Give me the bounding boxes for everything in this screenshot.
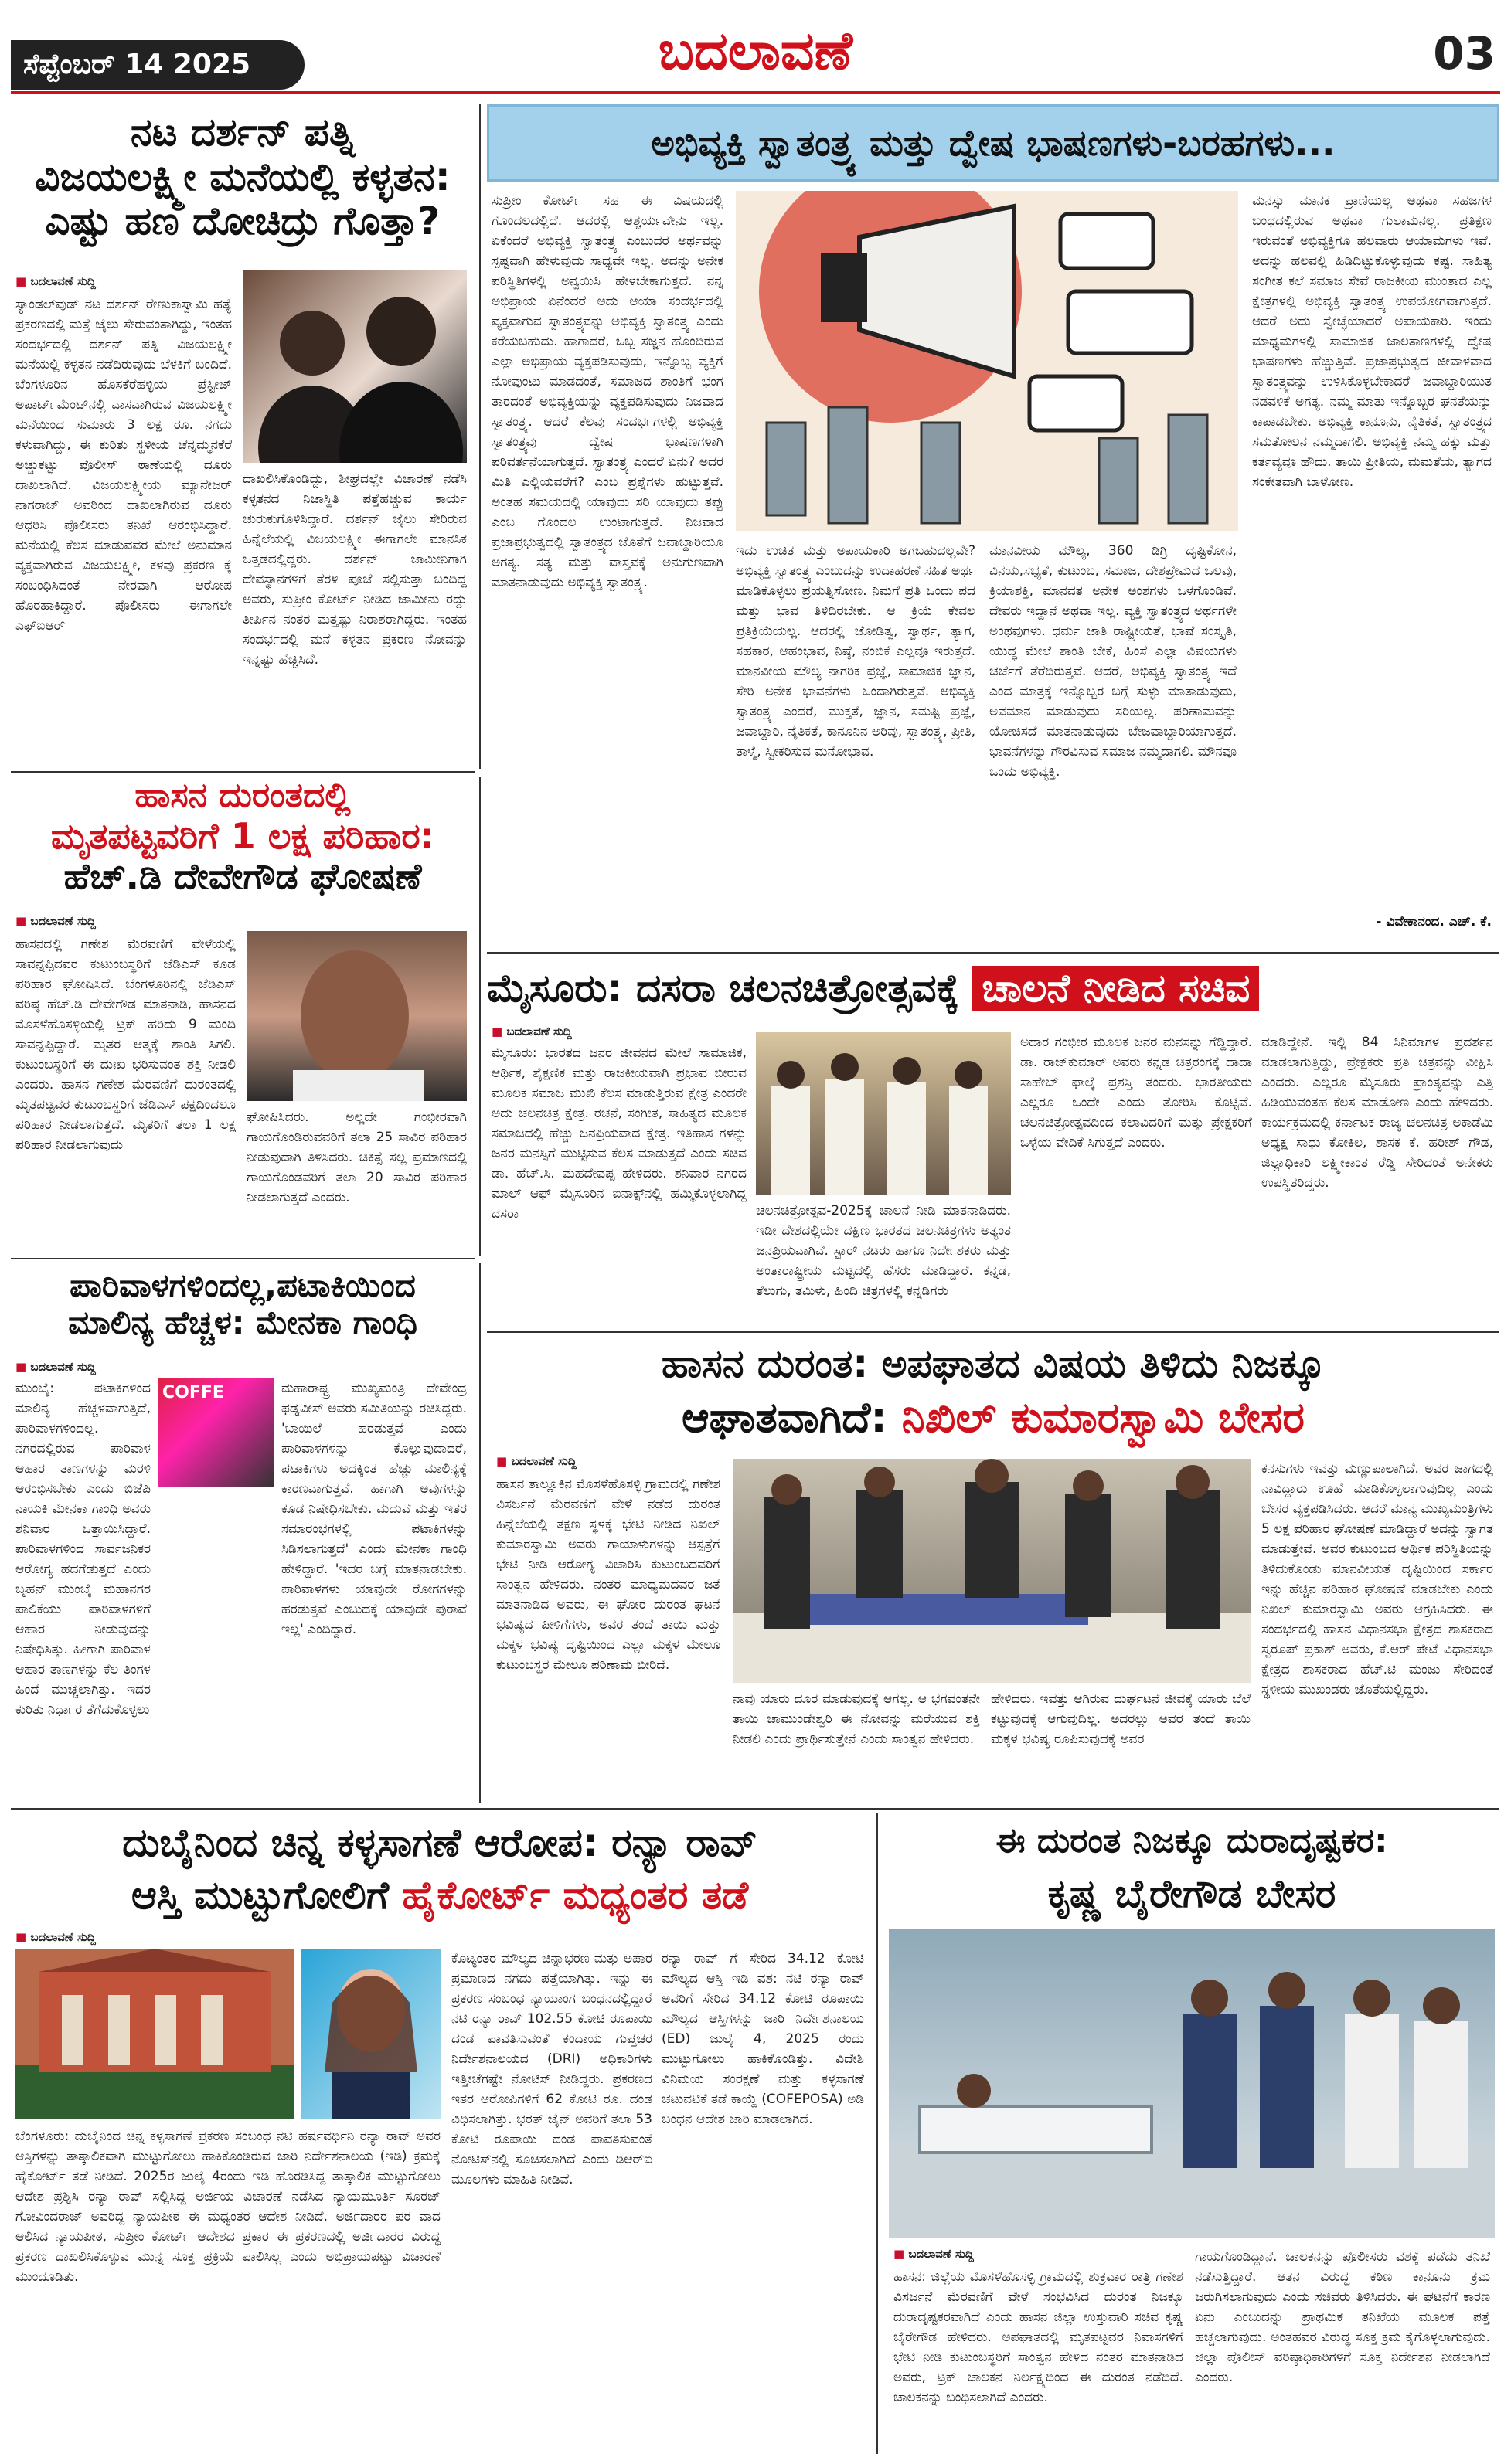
- masthead-rule: [11, 91, 1500, 94]
- body-col-1: ಮೈಸೂರು: ಭಾರತದ ಜನರ ಜೀವನದ ಮೇಲೆ ಸಾಮಾಜಿಕ, ಆರ್ಥಿಕ, ಶೈಕ್ಷಣಿಕ ಮತ್ತು ರಾಜಕೀಯವಾಗಿ ಪ್ರಭಾವ ಬೀರುವ ಮೂಲಕ ಸಮಾಜ ಮುಖಿ ಕೆಲಸ ಮಾಡುತ್ತಿರುವ ಕ್ಷೇತ್ರ ಎಂದರೇ ಅದು ಚಲನಚಿತ್ರ ಕ್ಷೇತ್ರ. ರಚನೆ, ಸಂಗೀತ, ಸಾಹಿತ್ಯದ ಮೂಲಕ ಸಮಾಜದಲ್ಲಿ ಹೆಚ್ಚು ಜನಪ್ರಿಯವಾದ ಕ್ಷೇತ್ರ. ಇತಿಹಾಸ ಗಳನ್ನು ಜನರ ಮನಸ್ಸಿಗೆ ಮುಟ್ಟಿಸುವ ಕೆಲಸ ಮಾಡುತ್ತದೆ ಎಂದು ಸಚಿವ ಡಾ. ಹೆಚ್.ಸಿ. ಮಹದೇವಪ್ಪ ಹೇಳಿದರು. ಶನಿವಾರ ನಗರದ ಮಾಲ್ ಆಫ್ ಮೈಸೂರಿನ ಐನಾಕ್ಸ್‌ನಲ್ಲಿ ಹಮ್ಮಿಕೊಳ್ಳಲಾಗಿದ್ದ ದಸರಾ: [492, 1045, 747, 1222]
- darshan-couple-photo: [243, 270, 467, 463]
- body-col-2: ಘೋಷಿಸಿದರು. ಅಲ್ಲದೇ ಗಂಭೀರವಾಗಿ ಗಾಯಗೊಂಡಿರುವವರಿಗೆ ತಲಾ 25 ಸಾವಿರ ಪರಿಹಾರ ನೀಡುವುದಾಗಿ ತಿಳಿಸಿದರು. ಚಿಕಿತ್ಸೆ ಸಲ್ಲ ಪ್ರಮಾಣದಲ್ಲಿ ಗಾಯಗೊಂಡವರಿಗೆ ತಲಾ 20 ಸಾವಿರ ಪರಿಹಾರ ನೀಡಲಾಗುತ್ತದೆ ಎಂದರು.: [247, 1110, 467, 1205]
- body-col-4: ಮನಸ್ಸು ಮಾನಕ ಪ್ರಾಣಿಯಲ್ಲ ಅಥವಾ ಸಹಜಗಳ ಬಂಧದಲ್ಲಿರುವ ಅಥವಾ ಗುಲಾಮನಲ್ಲ. ಪ್ರತಿಕ್ಷಣ ಇರುವಂತೆ ಅಭಿವ್ಯಕ್ತಿಗೂ ಹಲವಾರು ಆಯಾಮಗಳು ಇವೆ. ಅದನ್ನು ಹಲವಲ್ಲಿ ಹಿಡಿದಿಟ್ಟುಕೊಳ್ಳುವುದು ಕಷ್ಟ. ಸಾಹಿತ್ಯ ಸಂಗೀತ ಕಲೆ ಸಮಾಜ ಸೇವೆ ರಾಜಕೀಯ ಮುಂತಾದ ಎಲ್ಲ ಕ್ಷೇತ್ರಗಳಲ್ಲಿ ಅಭಿವ್ಯಕ್ತಿ ಸ್ವಾತಂತ್ರ್ಯ ಉಪಯೋಗವಾಗುತ್ತದೆ. ಆದರೆ ಅದು ಸ್ವೇಚ್ಛೆಯಾದರೆ ಅಪಾಯಕಾರಿ. ಇಂದು ಮಾಧ್ಯಮಗಳಲ್ಲಿ ಸಾಮಾಜಿಕ ಜಾಲತಾಣಗಳಲ್ಲಿ ದ್ವೇಷ ಭಾಷಣಗಳು ಹೆಚ್ಚುತ್ತಿವೆ. ಪ್ರಜಾಪ್ರಭುತ್ವದ ಜೀವಾಳವಾದ ಸ್ವಾತಂತ್ರ್ಯವನ್ನು ಉಳಿಸಿಕೊಳ್ಳಬೇಕಾದರೆ ಜವಾಬ್ದಾರಿಯುತ ನಡವಳಿಕೆ ಅಗತ್ಯ. ನಮ್ಮ ಮಾತು ಇನ್ನೊಬ್ಬರ ಘನತೆಯನ್ನು ಕಾಪಾಡಬೇಕು. ಅಭಿವ್ಯಕ್ತಿ ಕಾನೂನು, ನೈತಿಕತೆ, ಸ್ವಾತಂತ್ರ್ಯದ ಸಮತೋಲನ ನಮ್ಮದಾಗಲಿ. ಅಭಿವ್ಯಕ್ತಿ ನಮ್ಮ ಹಕ್ಕು ಮತ್ತು ಕರ್ತವ್ಯವೂ ಹೌದು. ತಾಯಿ ಪ್ರೀತಿಯ, ಮಮತೆಯ, ತ್ಯಾಗದ ಸಂಕೇತವಾಗಿ ಬಾಳೋಣ.: [1252, 193, 1492, 490]
- author-credit: - ವಿವೇಕಾನಂದ. ಎಚ್. ಕೆ.: [1376, 914, 1492, 930]
- body-col-1: ಮುಂಬೈ: ಪಟಾಕಿಗಳಿಂದ ಮಾಲಿನ್ಯ ಹೆಚ್ಚಳವಾಗುತ್ತಿದೆ, ಪಾರಿವಾಳಗಳಿಂದಲ್ಲ. ನಗರದಲ್ಲಿರುವ ಪಾರಿವಾಳ ಆಹಾರ ತಾಣಗಳನ್ನು ಮರಳಿ ಆರಂಭಿಸಬೇಕು ಎಂದು ಬಿಜೆಪಿ ನಾಯಕಿ ಮೇನಕಾ ಗಾಂಧಿ ಅವರು ಶನಿವಾರ ಒತ್ತಾಯಿಸಿದ್ದಾರೆ. ಪಾರಿವಾಳಗಳಿಂದ ಸಾರ್ವಜನಿಕರ ಆರೋಗ್ಯ ಹದಗೆಡುತ್ತದೆ ಎಂದು ಬೃಹನ್ ಮುಂಬೈ ಮಹಾನಗರ ಪಾಲಿಕೆಯು ಪಾರಿವಾಳಗಳಿಗೆ ಆಹಾರ ನೀಡುವುದನ್ನು ನಿಷೇಧಿಸಿತ್ತು. ಹೀಗಾಗಿ ಪಾರಿವಾಳ ಆಹಾರ ತಾಣಗಳನ್ನು ಕೆಲ ತಿಂಗಳ ಹಿಂದೆ ಮುಚ್ಚಲಾಗಿತ್ತು. ಇದರ ಕುರಿತು ನಿರ್ಧಾರ ತೆಗೆದುಕೊಳ್ಳಲು: [15, 1381, 151, 1718]
- section-divider: [487, 1331, 1499, 1333]
- column-divider: [479, 777, 481, 1256]
- headline: ಮೈಸೂರು: ದಸರಾ ಚಲನಚಿತ್ರೋತ್ಸವಕ್ಕೆ ಚಾಲನೆ ನೀಡಿದ ಸಚಿವ: [487, 961, 1499, 1015]
- banner-title: ಅಭಿವ್ಯಕ್ತಿ ಸ್ವಾತಂತ್ರ್ಯ ಮತ್ತು ದ್ವೇಷ ಭಾಷಣಗಳು-ಬರಹಗಳು...: [651, 122, 1336, 164]
- column-divider: [876, 1813, 878, 2454]
- byline: ■ ಬದಲಾವಣೆ ಸುದ್ದಿ: [893, 2247, 974, 2261]
- body-col-4: ಮಾಡಿದ್ದೇನೆ. ಇಲ್ಲಿ 84 ಸಿನಿಮಾಗಳ ಪ್ರದರ್ಶನ ಮಾಡಲಾಗುತ್ತಿದ್ದು, ಪ್ರೇಕ್ಷಕರು ಪ್ರತಿ ಚಿತ್ರವನ್ನು ವೀಕ್ಷಿಸಿ ಎಂದರು. ಎಲ್ಲರೂ ಮೈಸೂರು ಪ್ರಾಂತ್ಯವನ್ನು ಎತ್ತಿ ಹಿಡಿಯುವಂತಹ ಕೆಲಸ ಮಾಡೋಣ ಎಂದು ಹೇಳಿದರು. ಕಾರ್ಯಕ್ರಮದಲ್ಲಿ ಕರ್ನಾಟಕ ರಾಜ್ಯ ಚಲನಚಿತ್ರ ಅಕಾಡೆಮಿ ಅಧ್ಯಕ್ಷ ಸಾಧು ಕೋಕಿಲ, ಶಾಸಕ ಕೆ. ಹರೀಶ್ ಗೌಡ, ಜಿಲ್ಲಾಧಿಕಾರಿ ಲಕ್ಷ್ಮೀಕಾಂತ ರೆಡ್ಡಿ ಸೇರಿದಂತೆ ಅನೇಕರು ಉಪಸ್ಥಿತರಿದ್ದರು.: [1261, 1035, 1493, 1191]
- hospital-scene-icon: [733, 1459, 1251, 1683]
- headline-line-1: ಹಾಸನ ದುರಂತ: ಅಪಘಾತದ ವಿಷಯ ತಿಳಿದು ನಿಜಕ್ಕೂ: [661, 1341, 1326, 1386]
- section-divider: [11, 771, 475, 773]
- headline-line-2: ಮೃತಪಟ್ಟವರಿಗೆ 1 ಲಕ್ಷ ಪರಿಹಾರ:: [50, 814, 435, 857]
- body-col-2: ನಾವು ಯಾರು ದೂರ ಮಾಡುವುದಕ್ಕೆ ಆಗಲ್ಲ. ಆ ಭಗವಂತನೇ ತಾಯಿ ಚಾಮುಂಡೇಶ್ವರಿ ಈ ನೋವನ್ನು ಮರೆಯುವ ಶಕ್ತಿ ನೀಡಲಿ ಎಂದು ಪ್ರಾರ್ಥಿಸುತ್ತೇನೆ ಎಂದು ಸಾಂತ್ವನ ಹೇಳಿದರು.: [733, 1691, 980, 1747]
- body-col-1: ಬೆಂಗಳೂರು: ದುಬೈನಿಂದ ಚಿನ್ನ ಕಳ್ಳಸಾಗಣೆ ಪ್ರಕರಣ ಸಂಬಂಧ ನಟಿ ಹರ್ಷವರ್ಧಿನಿ ರನ್ಯಾ ರಾವ್ ಅವರ ಆಸ್ತಿಗಳನ್ನು ತಾತ್ಕಾಲಿಕವಾಗಿ ಮುಟ್ಟುಗೋಲು ಹಾಕಿಕೊಂಡಿರುವ ಜಾರಿ ನಿರ್ದೇಶನಾಲಯ (ಇಡಿ) ಕ್ರಮಕ್ಕೆ ಹೈಕೋರ್ಟ್ ತಡೆ ನೀಡಿದೆ. 2025ರ ಜುಲೈ 4ರಂದು ಇಡಿ ಹೊರಡಿಸಿದ್ದ ತಾತ್ಕಾಲಿಕ ಮುಟ್ಟುಗೋಲು ಆದೇಶ ಪ್ರಶ್ನಿಸಿ ರನ್ಯಾ ರಾವ್ ಸಲ್ಲಿಸಿದ್ದ ಅರ್ಜಿಯ ವಿಚಾರಣೆ ನಡೆಸಿದ ನ್ಯಾಯಮೂರ್ತಿ ಸೂರಜ್ ಗೋವಿಂದರಾಜ್ ಅವರಿದ್ದ ನ್ಯಾಯಪೀಠ ಈ ಮಧ್ಯಂತರ ಆದೇಶ ನೀಡಿದೆ. ಅರ್ಜಿದಾರರ ಪರ ವಾದ ಆಲಿಸಿದ ನ್ಯಾಯಪೀಠ, ಸುಪ್ರೀಂ ಕೋರ್ಟ್ ಆದೇಶದ ಪ್ರಕಾರ ಈ ಪ್ರಕರಣದಲ್ಲಿ ಅರ್ಜಿದಾರರ ವಿರುದ್ಧ ಪ್ರಕರಣ ದಾಖಲಿಸಿಕೊಳ್ಳುವ ಮುನ್ನ ಸೂಕ್ತ ಪ್ರಕ್ರಿಯೆ ಪಾಲಿಸಿಲ್ಲ ಎಂದು ಅಭಿಪ್ರಾಯಪಟ್ಟು ವಿಚಾರಣೆ ಮುಂದೂಡಿತು.: [15, 2129, 441, 2285]
- byline: ■ ಬದಲಾವಣೆ ಸುದ್ದಿ: [15, 914, 96, 928]
- body-col-2: ಗಾಯಗೊಂಡಿದ್ದಾನೆ. ಚಾಲಕನನ್ನು ಪೊಲೀಸರು ವಶಕ್ಕೆ ಪಡೆದು ತನಿಖೆ ನಡೆಸುತ್ತಿದ್ದಾರೆ. ಆತನ ವಿರುದ್ಧ ಕಠಿಣ ಕಾನೂನು ಕ್ರಮ ಜರುಗಿಸಲಾಗುವುದು ಎಂದು ಸಚಿವರು ತಿಳಿಸಿದರು. ಈ ಘಟನೆಗೆ ಕಾರಣ ಏನು ಎಂಬುದನ್ನು ಪ್ರಾಥಮಿಕ ತನಿಖೆಯ ಮೂಲಕ ಪತ್ತೆ ಹಚ್ಚಲಾಗುವುದು. ಅಂತಹವರ ವಿರುದ್ಧ ಸೂಕ್ತ ಕ್ರಮ ಕೈಗೊಳ್ಳಲಾಗುವುದು. ಜಿಲ್ಲಾ ಪೊಲೀಸ್ ವರಿಷ್ಠಾಧಿಕಾರಿಗಳಿಗೆ ಸೂಕ್ತ ನಿರ್ದೇಶನ ನೀಡಲಾಗಿದೆ ಎಂದರು.: [1195, 2249, 1490, 2385]
- photo-backdrop-text: COFFE: [162, 1383, 224, 1402]
- hospital-visit-photo: [733, 1459, 1251, 1683]
- byline: ■ ಬದಲಾವಣೆ ಸುದ್ದಿ: [496, 1454, 577, 1468]
- hospital-ward-icon: [889, 1929, 1495, 2238]
- body-col-1: ಹಾಸನ ತಾಲ್ಲೂಕಿನ ಮೊಸಳೆಹೊಸಳ್ಳಿ ಗ್ರಾಮದಲ್ಲಿ ಗಣೇಶ ವಿಸರ್ಜನೆ ಮೆರವಣಿಗೆ ವೇಳೆ ನಡೆದ ದುರಂತ ಹಿನ್ನೆಲೆಯಲ್ಲಿ ತಕ್ಷಣ ಸ್ಥಳಕ್ಕೆ ಭೇಟಿ ನೀಡಿದ ನಿಖಿಲ್ ಕುಮಾರಸ್ವಾಮಿ ಅವರು ಗಾಯಾಳುಗಳನ್ನು ಆಸ್ಪತ್ರೆಗೆ ಭೇಟಿ ನೀಡಿ ಆರೋಗ್ಯ ವಿಚಾರಿಸಿ ಕುಟುಂಬದವರಿಗೆ ಸಾಂತ್ವನ ಹೇಳಿದರು. ನಂತರ ಮಾಧ್ಯಮದವರ ಜತೆ ಮಾತನಾಡಿದ ಅವರು, ಈ ಘೋರ ದುರಂತ ಘಟನೆ ಭವಿಷ್ಯದ ಪೀಳಿಗೆಗಳು, ಅವರ ತಂದೆ ತಾಯಿ ಮತ್ತು ಮಕ್ಕಳ ಭವಿಷ್ಯ ದೃಷ್ಟಿಯಿಂದ ಎಲ್ಲಾ ಮಕ್ಕಳ ಮೇಲೂ ಕುಟುಂಬಸ್ಥರ ಮೇಲೂ ಪರಿಣಾಮ ಬೀರಿದೆ.: [496, 1477, 720, 1673]
- body-col-3: ಹೇಳಿದರು. ಇವತ್ತು ಆಗಿರುವ ದುರ್ಘಟನೆ ಜೀವಕ್ಕೆ ಯಾರು ಬೆಲೆ ಕಟ್ಟುವುದಕ್ಕೆ ಆಗುವುದಿಲ್ಲ. ಅದರಲ್ಲು ಅವರ ತಂದೆ ತಾಯಿ ಮಕ್ಕಳ ಭವಿಷ್ಯ ರೂಪಿಸುವುದಕ್ಕೆ ಅವರ: [991, 1691, 1251, 1747]
- headline-line-3: ಹೆಚ್.ಡಿ ದೇವೇಗೌಡ ಘೋಷಣೆ: [63, 855, 422, 898]
- article-krishna: [884, 1813, 1499, 2454]
- portrait-icon: [301, 1949, 441, 2119]
- headline-line-1: ಹಾಸನ ದುರಂತದಲ್ಲಿ: [134, 776, 351, 815]
- body-col-4: ಕನಸುಗಳು ಇವತ್ತು ಮಣ್ಣುಪಾಲಾಗಿದೆ. ಅವರ ಜಾಗದಲ್ಲಿ ನಾವಿದ್ದಾರು ಊಹೆ ಮಾಡಿಕೊಳ್ಳಲಾಗುವುದಿಲ್ಲ ಎಂದು ಬೇಸರ ವ್ಯಕ್ತಪಡಿಸಿದರು. ಆದರೆ ಮಾನ್ಯ ಮುಖ್ಯಮಂತ್ರಿಗಳು 5 ಲಕ್ಷ ಪರಿಹಾರ ಘೋಷಣೆ ಮಾಡಿದ್ದಾರೆ ಅದನ್ನು ಸ್ವಾಗತ ಮಾಡುತ್ತೇವೆ. ಅವರ ಕುಟುಂಬದ ಆರ್ಥಿಕ ಪರಿಸ್ಥಿತಿಯನ್ನು ತಿಳಿದುಕೊಂಡು ಮಾನವೀಯತೆ ದೃಷ್ಟಿಯಿಂದ ಸರ್ಕಾರ ಇನ್ನು ಹೆಚ್ಚಿನ ಪರಿಹಾರ ಘೋಷಣೆ ಮಾಡಬೇಕು ಎಂದು ನಿಖಿಲ್ ಕುಮಾರಸ್ವಾಮಿ ಅವರು ಆಗ್ರಹಿಸಿದರು. ಈ ಸಂದರ್ಭದಲ್ಲಿ ಹಾಸನ ವಿಧಾನಸಭಾ ಕ್ಷೇತ್ರದ ಶಾಸಕರಾದ ಸ್ವರೂಪ್ ಪ್ರಕಾಶ್ ಅವರು, ಕೆ.ಆರ್ ಪೇಟೆ ವಿಧಾನಸಭಾ ಕ್ಷೇತ್ರದ ಶಾಸಕರಾದ ಹೆಚ್.ಟಿ ಮಂಜು ಸೇರಿದಂತೆ ಸ್ಥಳೀಯ ಮುಖಂಡರು ಜೊತೆಯಲ್ಲಿದ್ದರು.: [1261, 1461, 1493, 1698]
- byline: ■ ಬದಲಾವಣೆ ಸುದ್ದಿ: [15, 274, 96, 288]
- body-col-1: ಹಾಸನ: ಜಿಲ್ಲೆಯ ಮೊಸಳೆಹೊಸಳ್ಳಿ ಗ್ರಾಮದಲ್ಲಿ ಶುಕ್ರವಾರ ರಾತ್ರಿ ಗಣೇಶ ವಿಸರ್ಜನೆ ಮೆರವಣಿಗೆ ವೇಳೆ ಸಂಭವಿಸಿದ ದುರಂತ ನಿಜಕ್ಕೂ ದುರಾದೃಷ್ಟಕರವಾಗಿದೆ ಎಂದು ಹಾಸನ ಜಿಲ್ಲಾ ಉಸ್ತುವಾರಿ ಸಚಿವ ಕೃಷ್ಣ ಬೈರೇಗೌಡ ಹೇಳಿದರು. ಅಪಘಾತದಲ್ಲಿ ಮೃತಪಟ್ಟವರ ನಿವಾಸಗಳಿಗೆ ಭೇಟಿ ನೀಡಿ ಕುಟುಂಬಸ್ಥರಿಗೆ ಸಾಂತ್ವನ ಹೇಳಿದ ನಂತರ ಮಾತನಾಡಿದ ಅವರು, ಟ್ರಕ್ ಚಾಲಕನ ನಿರ್ಲಕ್ಷ್ಯದಿಂದ ಈ ದುರಂತ ನಡೆದಿದೆ. ಚಾಲಕನನ್ನು ಬಂಧಿಸಲಾಗಿದೆ ಎಂದರು.: [893, 2269, 1183, 2405]
- high-court-photo: [15, 1949, 294, 2119]
- byline: ■ ಬದಲಾವಣೆ ಸುದ್ದಿ: [15, 1930, 96, 1944]
- feature-banner: [487, 104, 1499, 182]
- newspaper-logo: ಬದಲಾವಣೆ: [658, 21, 853, 82]
- body-col-3: ರನ್ಯಾ ರಾವ್‌ ಗೆ ಸೇರಿದ 34.12 ಕೋಟಿ ಮೌಲ್ಯದ ಆಸ್ತಿ ಇಡಿ ವಶ: ನಟಿ ರನ್ಯಾ ರಾವ್ ಅವರಿಗೆ ಸೇರಿದ 34.12 ಕೋಟಿ ರೂಪಾಯಿ ಮೌಲ್ಯದ ಆಸ್ತಿಗಳನ್ನು ಜಾರಿ ನಿರ್ದೇಶನಾಲಯ (ED) ಜುಲೈ 4, 2025 ರಂದು ಮುಟ್ಟುಗೋಲು ಹಾಕಿಕೊಂಡಿತ್ತು. ವಿದೇಶಿ ವಿನಿಮಯ ಸಂರಕ್ಷಣೆ ಮತ್ತು ಕಳ್ಳಸಾಗಣೆ ಚಟುವಟಿಕೆ ತಡೆ ಕಾಯ್ದೆ (COFEPOSA) ಅಡಿ ಬಂಧನ ಆದೇಶ ಜಾರಿ ಮಾಡಲಾಗಿದೆ.: [662, 1951, 864, 2127]
- megaphone-illustration: [736, 191, 1238, 531]
- devegowda-photo: [247, 931, 467, 1101]
- body-col-1: ಸ್ಯಾಂಡಲ್‌ವುಡ್ ನಟ ದರ್ಶನ್ ರೇಣುಕಾಸ್ವಾಮಿ ಹತ್ಯೆ ಪ್ರಕರಣದಲ್ಲಿ ಮತ್ತೆ ಜೈಲು ಸೇರುವಂತಾಗಿದ್ದು, ಇಂತಹ ಸಂದರ್ಭದಲ್ಲಿ ದರ್ಶನ್ ಪತ್ನಿ ವಿಜಯಲಕ್ಷ್ಮೀ ಮನೆಯಲ್ಲಿ ಕಳ್ಳತನ ನಡೆದಿರುವುದು ಬೆಳಕಿಗೆ ಬಂದಿದೆ. ಬೆಂಗಳೂರಿನ ಹೊಸಕೆರೆಹಳ್ಳಿಯ ಪ್ರೆಸ್ಟೀಜ್ ಅಪಾರ್ಟ್‌ಮೆಂಟ್‌ನಲ್ಲಿ ವಾಸವಾಗಿರುವ ವಿಜಯಲಕ್ಷ್ಮೀ ಮನೆಯಿಂದ ಸುಮಾರು 3 ಲಕ್ಷ ರೂ. ನಗದು ಕಳುವಾಗಿದ್ದು, ಈ ಕುರಿತು ಸ್ಥಳೀಯ ಚೆನ್ನಮ್ಮನಕೆರೆ ಅಚ್ಚುಕಟ್ಟು ಪೊಲೀಸ್ ಠಾಣೆಯಲ್ಲಿ ದೂರು ದಾಖಲಾಗಿದೆ. ವಿಜಯಲಕ್ಷ್ಮೀಯ ಮ್ಯಾನೇಜರ್ ನಾಗರಾಜ್ ಅವರಿಂದ ದಾಖಲಾಗಿರುವ ದೂರು ಆಧರಿಸಿ ಪೊಲೀಸರು ತನಿಖೆ ಆರಂಭಿಸಿದ್ದಾರೆ. ಮನೆಯಲ್ಲಿ ಕೆಲಸ ಮಾಡುವವರ ಮೇಲೆ ಅನುಮಾನ ವ್ಯಕ್ತವಾಗಿರುವ ವಿಜಯಲಕ್ಷ್ಮೀ, ಕಳವು ಪ್ರಕರಣ ಕ್ಕೆ ಸಂಬಂಧಿಸಿದಂತೆ ನೇರವಾಗಿ ಆರೋಪ ಹೊರಹಾಕಿದ್ದಾರೆ. ಪೊಲೀಸರು ಈಗಾಗಲೇ ಎಫ್‌ಐಆರ್: [15, 297, 232, 634]
- headline-line-1: ಈ ದುರಂತ ನಿಜಕ್ಕೂ ದುರಾದೃಷ್ಟಕರ:: [995, 1821, 1388, 1861]
- body-col-2: ಕೊಟ್ಯಂತರ ಮೌಲ್ಯದ ಚಿನ್ನಾಭರಣ ಮತ್ತು ಅಪಾರ ಪ್ರಮಾಣದ ನಗದು ಪತ್ತೆಯಾಗಿತ್ತು. ಇನ್ನು ಈ ಪ್ರಕರಣ ಸಂಬಂಧ ನ್ಯಾಯಾಂಗ ಬಂಧನದಲ್ಲಿದ್ದಾರೆ ನಟಿ ರನ್ಯಾ ರಾವ್ 102.55 ಕೋಟಿ ರೂಪಾಯಿ ದಂಡ ಪಾವತಿಸುವಂತೆ ಕಂದಾಯ ಗುಪ್ತಚರ ನಿರ್ದೇಶನಾಲಯದ (DRI) ಅಧಿಕಾರಿಗಳು ಇತ್ತೀಚೆಗಷ್ಟೇ ನೋಟಿಸ್ ನೀಡಿದ್ದರು. ಪ್ರಕರಣದ ಇತರ ಆರೋಪಿಗಳಿಗೆ 62 ಕೋಟಿ ರೂ. ದಂಡ ವಿಧಿಸಲಾಗಿತ್ತು. ಭರತ್ ಜೈನ್ ಅವರಿಗೆ ತಲಾ 53 ಕೋಟಿ ರೂಪಾಯಿ ದಂಡ ಪಾವತಿಸುವಂತೆ ನೋಟಿಸ್‌ನಲ್ಲಿ ಸೂಚಿಸಲಾಗಿದೆ ಎಂದು ಡಿಆರ್‌ಐ ಮೂಲಗಳು ಮಾಹಿತಿ ನೀಡಿವೆ.: [451, 1951, 652, 2187]
- headline-line-2: ಆಸ್ತಿ ಮುಟ್ಟುಗೋಲಿಗೆ ಹೈಕೋರ್ಟ್ ಮಧ್ಯಂತರ ತಡೆ: [131, 1873, 749, 1918]
- ranya-rao-photo: [301, 1949, 441, 2119]
- headline-line-1: ಪಾರಿವಾಳಗಳಿಂದಲ್ಲ,ಪಟಾಕಿಯಿಂದ: [70, 1266, 416, 1304]
- article-maneka: [11, 1263, 475, 1803]
- megaphone-icon: [736, 191, 1238, 531]
- hospital-inspection-photo: [889, 1929, 1495, 2238]
- body-col-3: ಮಾನವೀಯ ಮೌಲ್ಯ, 360 ಡಿಗ್ರಿ ದೃಷ್ಟಿಕೋನ, ವಿನಯ,ಸಭ್ಯತೆ, ಕುಟುಂಬ, ಸಮಾಜ, ದೇಶಪ್ರೇಮದ ಒಲವು, ಕ್ರಿಯಾಶಕ್ತಿ, ಮಾನವತ ಅನೇಕ ಅಂಶಗಳು ಒಳಗೊಂಡಿವೆ. ದೇವರು ಇದ್ದಾನೆ ಅಥವಾ ಇಲ್ಲ. ವ್ಯಕ್ತಿ ಸ್ವಾತಂತ್ರ್ಯದ ಅರ್ಥಗಳೇ ಅಂಥವುಗಳು. ಧರ್ಮ ಜಾತಿ ರಾಷ್ಟ್ರೀಯತೆ, ಭಾಷೆ ಸಂಸ್ಕೃತಿ, ಯುದ್ಧ ಮೇಲೆ ಶಾಂತಿ ಬೇಕೆ, ಹಿಂಸೆ ಎಲ್ಲಾ ವಿಷಯಗಳು ಚರ್ಚೆಗೆ ತೆರೆದಿರುತ್ತವೆ. ಆದರೆ, ಅಭಿವ್ಯಕ್ತಿ ಸ್ವಾತಂತ್ರ್ಯ ಇದೆ ಎಂದ ಮಾತ್ರಕ್ಕೆ ಇನ್ನೊಬ್ಬರ ಬಗ್ಗೆ ಸುಳ್ಳು ಮಾತಾಡುವುದು, ಅವಮಾನ ಮಾಡುವುದು ಸರಿಯಲ್ಲ. ಪರಿಣಾಮವನ್ನು ಯೋಚಿಸದೆ ಮಾತನಾಡುವುದು ಬೇಜವಾಬ್ದಾರಿಯಾಗುತ್ತದೆ. ಭಾವನೆಗಳನ್ನು ಗೌರವಿಸುವ ಸಮಾಜ ನಮ್ಮದಾಗಲಿ. ಮೌನವೂ ಒಂದು ಅಭಿವ್ಯಕ್ತಿ.: [989, 543, 1237, 780]
- headline-red-box: ಚಾಲನೆ ನೀಡಿದ ಸಚಿವ: [972, 966, 1259, 1011]
- couple-silhouette-icon: [243, 270, 467, 463]
- section-divider: [11, 1808, 1499, 1810]
- article-ranya: [11, 1813, 869, 2454]
- body-col-2: ಇದು ಉಚಿತ ಮತ್ತು ಅಪಾಯಕಾರಿ ಅಗಬಹುದಲ್ಲವೇ? ಅಭಿವ್ಯಕ್ತಿ ಸ್ವಾತಂತ್ರ್ಯ ಎಂಬುದನ್ನು ಉದಾಹರಣೆ ಸಹಿತ ಅರ್ಥ ಮಾಡಿಕೊಳ್ಳಲು ಪ್ರಯತ್ನಿಸೋಣ. ನಿಮಗೆ ಪ್ರತಿ ಒಂದು ಪದ ಮತ್ತು ಭಾವ ತಿಳಿದಿರಬೇಕು. ಆ ಕ್ರಿಯೆ ಕೇವಲ ಪ್ರತಿಕ್ರಿಯೆಯಲ್ಲ. ಆದರಲ್ಲಿ ಜೋಡಿತ್ವ, ಸ್ವಾರ್ಥ, ತ್ಯಾಗ, ಸಹಕಾರ, ಆಹಂಭಾವ, ನಿಷ್ಠೆ, ನಂಬಿಕೆ ಎಲ್ಲವೂ ಇರುತ್ತದೆ. ಮಾನವೀಯ ಮೌಲ್ಯ ನಾಗರಿಕ ಪ್ರಜ್ಞೆ, ಸಾಮಾಜಿಕ ಜ್ಞಾನ, ಸೇರಿ ಅನೇಕ ಭಾವನೆಗಳು ಒಂದಾಗಿರುತ್ತವೆ. ಅಭಿವ್ಯಕ್ತಿ ಸ್ವಾತಂತ್ರ್ಯ ಎಂದರೆ, ಮುಕ್ತತೆ, ಜ್ಞಾನ, ಸಮಷ್ಟಿ ಪ್ರಜ್ಞೆ, ಜವಾಬ್ದಾರಿ, ನೈತಿಕತೆ, ಕಾನೂನಿನ ಅರಿವು, ಸ್ವಾತಂತ್ರ್ಯ, ಪ್ರೀತಿ, ತಾಳ್ಮೆ, ಸ್ವೀಕರಿಸುವ ಮನೋಭಾವ.: [736, 543, 975, 760]
- headline-line-1: ದುಬೈನಿಂದ ಚಿನ್ನ ಕಳ್ಳಸಾಗಣೆ ಆರೋಪ: ರನ್ಯಾ ರಾವ್: [122, 1820, 757, 1865]
- issue-date: ಸೆಪ್ಟೆಂಬರ್ 14 2025: [23, 49, 251, 80]
- section-divider: [487, 952, 1499, 954]
- column-divider: [479, 1263, 481, 1803]
- court-building-icon: [15, 1949, 294, 2119]
- portrait-icon: [247, 931, 467, 1101]
- headline-line-2: ಆಘಾತವಾಗಿದೆ: ನಿಖಿಲ್ ಕುಮಾರಸ್ವಾಮಿ ಬೇಸರ: [682, 1393, 1305, 1442]
- body-col-1: ಹಾಸನದಲ್ಲಿ ಗಣೇಶ ಮೆರವಣಿಗೆ ವೇಳೆಯಲ್ಲಿ ಸಾವನ್ನಪ್ಪಿದವರ ಕುಟುಂಬಸ್ಥರಿಗೆ ಜೆಡಿಎಸ್ ಕೂಡ ಪರಿಹಾರ ಘೋಷಿಸಿದೆ. ಬೆಂಗಳೂರಿನಲ್ಲಿ ಜೆಡಿಎಸ್ ವರಿಷ್ಠ ಹೆಚ್.ಡಿ ದೇವೇಗೌಡ ಮಾತನಾಡಿ, ಹಾಸನದ ಮೊಸಳೆಹೊಸಳ್ಳಿಯಲ್ಲಿ ಟ್ರಕ್ ಹರಿದು 9 ಮಂದಿ ಸಾವನ್ನಪ್ಪಿದ್ದಾರೆ. ಮೃತರ ಆತ್ಮಕ್ಕೆ ಶಾಂತಿ ಸಿಗಲಿ. ಕುಟುಂಬಸ್ಥರಿಗೆ ಈ ದುಃಖ ಭರಿಸುವಂತ ಶಕ್ತಿ ನೀಡಲಿ ಎಂದರು. ಹಾಸನ ಗಣೇಶ ಮೆರವಣಿಗೆ ದುರಂತದಲ್ಲಿ ಮೃತಪಟ್ಟವರ ಕುಟುಂಬಸ್ಥರಿಗೆ ಜೆಡಿಎಸ್ ಪಕ್ಷದಿಂದಲೂ ಪರಿಹಾರ ನೀಡಲಾಗುತ್ತದೆ. ಮೃತರಿಗೆ ತಲಾ 1 ಲಕ್ಷ ಪರಿಹಾರ ನೀಡಲಾಗುವುದು: [15, 936, 236, 1153]
- headline: ನಟ ದರ್ಶನ್ ಪತ್ನಿ ವಿಜಯಲಕ್ಷ್ಮೀ ಮನೆಯಲ್ಲಿ ಕಳ್ಳತನ: ಎಷ್ಟು ಹಣ ದೋಚಿದ್ರು ಗೊತ್ತಾ?: [35, 110, 451, 243]
- headline-line-2: ಮಾಲಿನ್ಯ ಹೆಚ್ಚಳ: ಮೇನಕಾ ಗಾಂಧಿ: [68, 1303, 417, 1342]
- page-number: 03: [1433, 27, 1496, 80]
- column-divider: [479, 104, 481, 769]
- body-col-2: ದಾಖಲಿಸಿಕೊಂಡಿದ್ದು, ಶೀಘ್ರದಲ್ಲೇ ವಿಚಾರಣೆ ನಡೆಸಿ ಕಳ್ಳತನದ ನಿಜಾಸ್ಥಿತಿ ಪತ್ತೆಹಚ್ಚುವ ಕಾರ್ಯ ಚುರುಕುಗೊಳಿಸಿದ್ದಾರೆ. ದರ್ಶನ್ ಜೈಲು ಸೇರಿರುವ ಹಿನ್ನೆಲೆಯಲ್ಲಿ ವಿಜಯಲಕ್ಷ್ಮೀ ಈಗಾಗಲೇ ಮಾನಸಿಕ ಒತ್ತಡದಲ್ಲಿದ್ದರು. ದರ್ಶನ್ ಜಾಮೀನಿಗಾಗಿ ದೇವಸ್ಥಾನಗಳಿಗೆ ತೆರಳಿ ಪೂಜೆ ಸಲ್ಲಿಸುತ್ತಾ ಬಂದಿದ್ದ ಅವರು, ಸುಪ್ರೀಂ ಕೋರ್ಟ್ ನೀಡಿದ ಜಾಮೀನು ರದ್ದು ತೀರ್ಪಿನ ನಂತರ ಮತ್ತಷ್ಟು ನಿರಾಶರಾಗಿದ್ದರು. ಇಂತಹ ಸಂದರ್ಭದಲ್ಲಿ ಮನೆ ಕಳ್ಳತನ ಪ್ರಕರಣ ನೋವನ್ನು ಇನ್ನಷ್ಟು ಹೆಚ್ಚಿಸಿದೆ.: [243, 471, 467, 668]
- dignitaries-icon: [756, 1032, 1011, 1195]
- dasara-inauguration-photo: [756, 1032, 1011, 1195]
- body-col-2: ಮಹಾರಾಷ್ಟ್ರ ಮುಖ್ಯಮಂತ್ರಿ ದೇವೇಂದ್ರ ಫಡ್ನವೀಸ್ ಅವರು ಸಮಿತಿಯನ್ನು ರಚಿಸಿದ್ದರು. 'ಬಾಯಿಲೆ ಹರಡುತ್ತವೆ ಎಂದು ಪಾರಿವಾಳಗಳನ್ನು ಕೊಲ್ಲುವುದಾದರೆ, ಪಟಾಕಿಗಳು ಅದಕ್ಕಿಂತ ಹೆಚ್ಚು ಮಾಲಿನ್ಯಕ್ಕೆ ಕಾರಣವಾಗುತ್ತವೆ. ಹಾಗಾಗಿ ಅವುಗಳನ್ನು ಕೂಡ ನಿಷೇಧಿಸಬೇಕು. ಮದುವೆ ಮತ್ತು ಇತರ ಸಮಾರಂಭಗಳಲ್ಲಿ ಪಟಾಕಿಗಳನ್ನು ಸಿಡಿಸಲಾಗುತ್ತದೆ' ಎಂದು ಮೇನಕಾ ಗಾಂಧಿ ಹೇಳಿದ್ದಾರೆ. 'ಇದರ ಬಗ್ಗೆ ಮಾತನಾಡಬೇಕು. ಪಾರಿವಾಳಗಳು ಯಾವುದೇ ರೋಗಗಳನ್ನು ಹರಡುತ್ತವೆ ಎಂಬುದಕ್ಕೆ ಯಾವುದೇ ಪುರಾವೆ ಇಲ್ಲ' ಎಂದಿದ್ದಾರೆ.: [281, 1381, 467, 1637]
- masthead: [0, 0, 1511, 93]
- section-divider: [11, 1258, 475, 1259]
- body-col-3: ಅದಾರ ಗಂಭೀರ ಮೂಲಕ ಜನರ ಮನಸನ್ನು ಗೆದ್ದಿದ್ದಾರೆ. ಡಾ. ರಾಜ್‌ಕುಮಾರ್ ಅವರು ಕನ್ನಡ ಚಿತ್ರರಂಗಕ್ಕೆ ದಾದಾ ಸಾಹೇಬ್ ಫಾಲ್ಕೆ ಪ್ರಶಸ್ತಿ ತಂದರು. ಭಾರತೀಯರು ಎಲ್ಲರೂ ಒಂದೇ ಎಂದು ತೋರಿಸಿ ಕೊಟ್ಟಿವೆ. ಚಲನಚಿತ್ರೋತ್ಸವದಿಂದ ಕಲಾವಿದರಿಗೆ ಮತ್ತು ಪ್ರೇಕ್ಷಕರಿಗೆ ಒಳ್ಳೆಯ ವೇದಿಕೆ ಸಿಗುತ್ತದೆ ಎಂದರು.: [1020, 1035, 1252, 1150]
- maneka-photo: [158, 1378, 274, 1487]
- article-dasara: [487, 957, 1499, 1327]
- body-col-1: ಸುಪ್ರೀಂ ಕೋರ್ಟ್ ಸಹ ಈ ವಿಷಯದಲ್ಲಿ ಗೊಂದಲದಲ್ಲಿದೆ. ಆದರಲ್ಲಿ ಆಶ್ಚರ್ಯವೇನು ಇಲ್ಲ. ಏಕೆಂದರೆ ಅಭಿವ್ಯಕ್ತಿ ಸ್ವಾತಂತ್ರ್ಯ ಎಂಬುದರ ಅರ್ಥವನ್ನು ಸ್ಪಷ್ಟವಾಗಿ ಹೇಳುವುದು ಸಾಧ್ಯವೇ ಇಲ್ಲ. ಅದನ್ನು ಅನೇಕ ಪರಿಸ್ಥಿತಿಗಳಲ್ಲಿ ಅನ್ವಯಿಸಿ ಹೇಳಬೇಕಾಗುತ್ತದೆ. ನನ್ನ ಅಭಿಪ್ರಾಯ ಏನೆಂದರೆ ಅದು ಆಯಾ ಸಂದರ್ಭದಲ್ಲಿ ವ್ಯಕ್ತವಾಗುವ ಸ್ವಾತಂತ್ರ್ಯವನ್ನು ಅಭಿವ್ಯಕ್ತಿ ಸ್ವಾತಂತ್ರ್ಯ ಎಂದು ಕರೆಯಬಹುದು. ಹಾಗಾದರೆ, ಒಬ್ಬ ಸಜ್ಜನ ಹೊಂದಿರುವ ಎಲ್ಲಾ ಅಭಿಪ್ರಾಯ ವ್ಯಕ್ತಪಡಿಸುವುದು, ಇನ್ನೊಬ್ಬ ವ್ಯಕ್ತಿಗೆ ನೋವುಂಟು ಮಾಡದಂತೆ, ಸಮಾಜದ ಶಾಂತಿಗೆ ಭಂಗ ತಾರದಂತೆ ಅಭಿವ್ಯಕ್ತಿಯನ್ನು ವ್ಯಕ್ತಪಡಿಸುವುದು ನಿಜವಾದ ಸ್ವಾತಂತ್ರ್ಯ. ಆದರೆ ಕೆಲವು ಸಂದರ್ಭಗಳಲ್ಲಿ ಅಭಿವ್ಯಕ್ತಿ ಸ್ವಾತಂತ್ರ್ಯವು ದ್ವೇಷ ಭಾಷಣಗಳಾಗಿ ಪರಿವರ್ತನೆಯಾಗುತ್ತದೆ. ಸ್ವಾತಂತ್ರ್ಯ ಎಂದರೆ ಏನು? ಅದರ ಮಿತಿ ಎಲ್ಲಿಯವರೆಗೆ? ಎಂಬ ಪ್ರಶ್ನೆಗಳು ಹುಟ್ಟುತ್ತವೆ. ಅಂತಹ ಸಮಯದಲ್ಲಿ ಯಾವುದು ಸರಿ ಯಾವುದು ತಪ್ಪು ಎಂಬ ಗೊಂದಲ ಉಂಟಾಗುತ್ತದೆ. ನಿಜವಾದ ಪ್ರಜಾಪ್ರಭುತ್ವದಲ್ಲಿ ಸ್ವಾತಂತ್ರ್ಯದ ಜೊತೆಗೆ ಜವಾಬ್ದಾರಿಯೂ ಅಗತ್ಯ. ಸತ್ಯ ಮತ್ತು ವಾಸ್ತವಕ್ಕೆ ಅನುಗುಣವಾಗಿ ಮಾತನಾಡುವುದು ಅಭಿವ್ಯಕ್ತಿ ಸ್ವಾತಂತ್ರ್ಯ.: [492, 193, 723, 590]
- byline: ■ ಬದಲಾವಣೆ ಸುದ್ದಿ: [492, 1025, 572, 1038]
- article-darshan: [11, 104, 475, 769]
- body-col-2: ಚಲನಚಿತ್ರೋತ್ಸವ-2025ಕ್ಕೆ ಚಾಲನೆ ನೀಡಿ ಮಾತನಾಡಿದರು. ಇಡೀ ದೇಶದಲ್ಲಿಯೇ ದಕ್ಷಿಣ ಭಾರತದ ಚಲನಚಿತ್ರಗಳು ಅತ್ಯಂತ ಜನಪ್ರಿಯವಾಗಿವೆ. ಸ್ಟಾರ್ ನಟರು ಹಾಗೂ ನಿರ್ದೇಶಕರು ಮತ್ತು ಅಂತಾರಾಷ್ಟ್ರೀಯ ಮಟ್ಟದಲ್ಲಿ ಹೆಸರು ಮಾಡಿದ್ದಾರೆ. ಕನ್ನಡ, ತೆಲುಗು, ತಮಿಳು, ಹಿಂದಿ ಚಿತ್ರಗಳಲ್ಲಿ ಕನ್ನಡಿಗರು: [756, 1203, 1011, 1299]
- headline-line-2: ಕೃಷ್ಣ ಬೈರೇಗೌಡ ಬೇಸರ: [1047, 1871, 1336, 1916]
- article-hassan-relief: [11, 777, 475, 1256]
- byline: ■ ಬದಲಾವಣೆ ಸುದ್ದಿ: [15, 1360, 96, 1374]
- article-speech-feature: [487, 104, 1499, 947]
- article-nikhil: [487, 1335, 1499, 1803]
